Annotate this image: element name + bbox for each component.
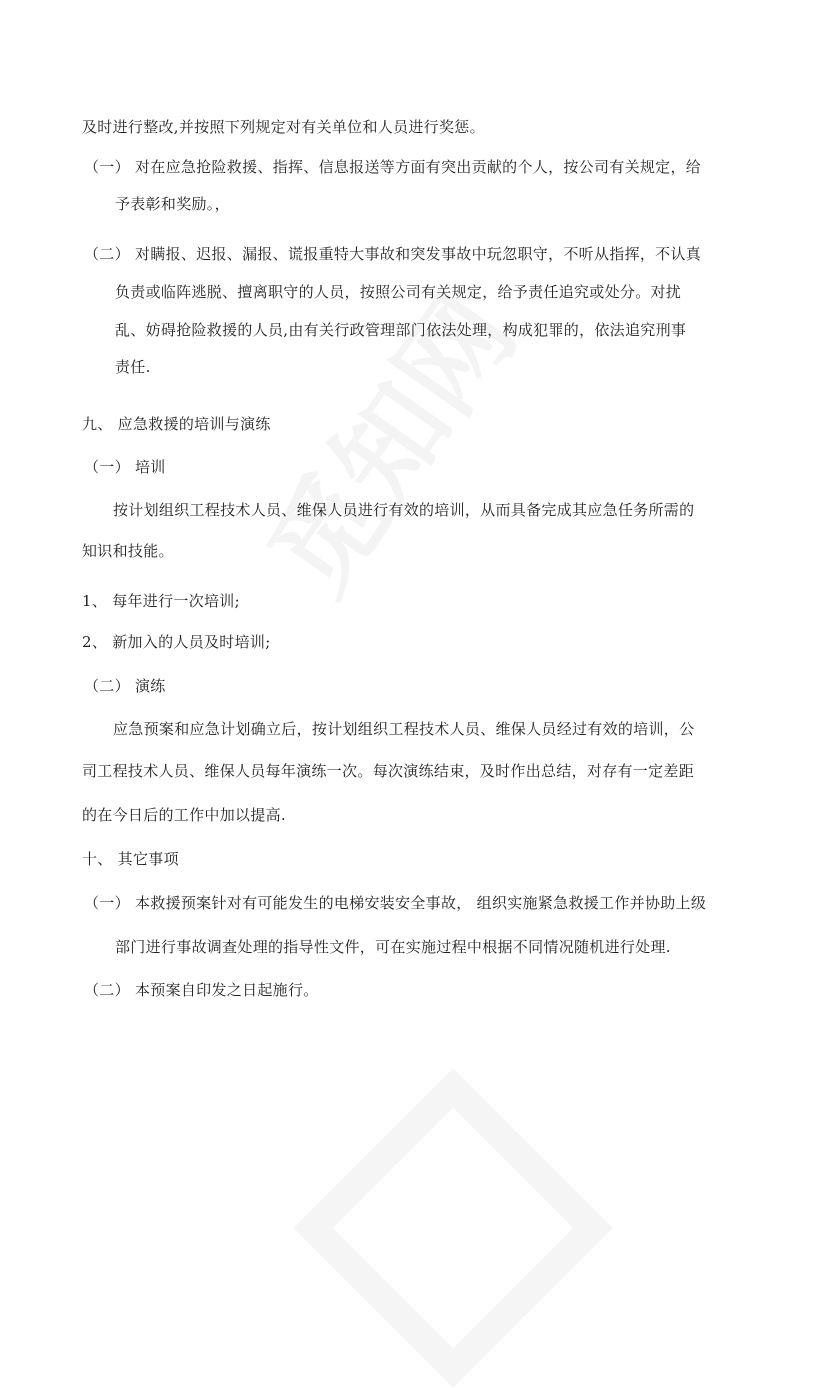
- list-item-10-1: （一） 本救援预案针对有可能发生的电梯安装安全事故， 组织实施紧急救援工作并协助上级: [84, 894, 707, 912]
- paragraph-line: 的在今日后的工作中加以提高.: [82, 806, 286, 824]
- paragraph-line: 司工程技术人员、维保人员每年演练一次。每次演练结束，及时作出总结，对存有一定差距: [82, 762, 695, 780]
- subsection-heading-drill: （二） 演练: [84, 677, 166, 695]
- numbered-item-1: 1、 每年进行一次培训;: [82, 592, 240, 610]
- list-item-1-2: （二） 对瞒报、迟报、漏报、谎报重特大事故和突发事故中玩忽职守，不听从指挥，不认真: [84, 245, 702, 263]
- list-item-1-2-cont: 负责或临阵逃脱、擅离职守的人员，按照公司有关规定，给予责任追究或处分。对扰: [115, 283, 682, 301]
- list-item-10-1-cont: 部门进行事故调查处理的指导性文件，可在实施过程中根据不同情况随机进行处理.: [115, 938, 671, 956]
- paragraph-line: 应急预案和应急计划确立后，按计划组织工程技术人员、维保人员经过有效的培训，公: [113, 720, 695, 738]
- watermark-logo-shape: [293, 1068, 613, 1388]
- paragraph-line: 按计划组织工程技术人员、维保人员进行有效的培训，从而具备完成其应急任务所需的: [113, 501, 695, 519]
- list-item-1-2-cont: 乱、妨碍抢险救援的人员,由有关行政管理部门依法处理，构成犯罪的，依法追究刑事: [115, 321, 687, 339]
- subsection-heading-training: （一） 培训: [84, 458, 166, 476]
- list-item-1-1: （一） 对在应急抢险救援、指挥、信息报送等方面有突出贡献的个人，按公司有关规定，给: [84, 158, 702, 176]
- watermark: [226, 259, 545, 620]
- section-heading-10: 十、 其它事项: [82, 850, 179, 868]
- paragraph-line: 及时进行整改,并按照下列规定对有关单位和人员进行奖惩。: [82, 118, 485, 136]
- numbered-item-2: 2、 新加入的人员及时培训;: [82, 633, 271, 651]
- paragraph-line: 知识和技能。: [82, 542, 174, 560]
- section-heading-9: 九、 应急救援的培训与演练: [82, 415, 271, 433]
- list-item-1-1-cont: 予表彰和奖励。，: [115, 195, 230, 213]
- list-item-1-2-cont: 责任.: [115, 358, 151, 376]
- list-item-10-2: （二） 本预案自印发之日起施行。: [84, 981, 319, 999]
